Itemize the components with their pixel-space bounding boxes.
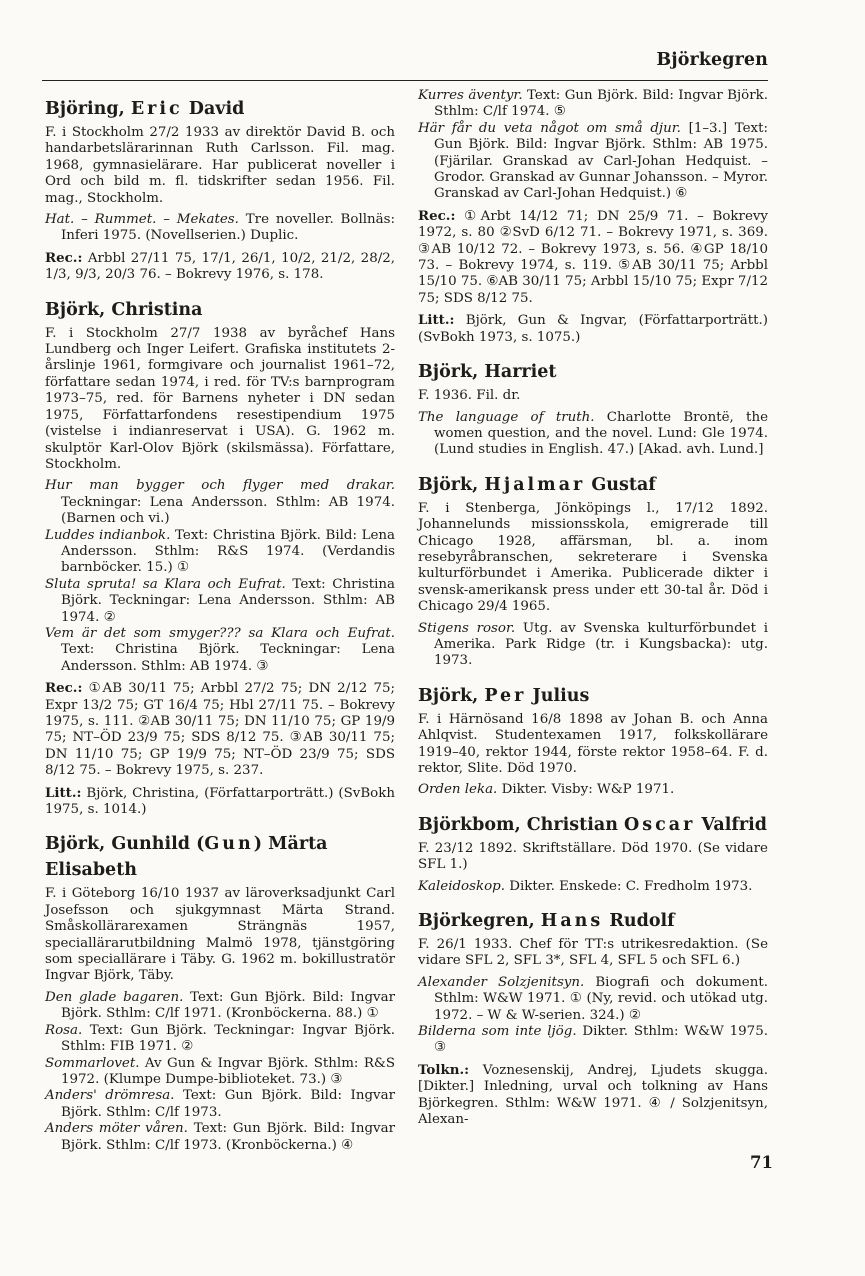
entry	[418, 472, 768, 670]
biography: F. i Stockholm 27/2 1933 av direktör David B. och handarbetslärarinnan Ruth Carlsson. Fil. mag. 1968, gymnasielärare. Har publicerat noveller i Ord och bild m. fl. tidskrifter sedan 1956. Fil. mag., Stockholm.	[45, 125, 395, 206]
work-item	[45, 212, 395, 245]
heading-name-rest: ) Märta Elisabeth	[45, 834, 328, 881]
reviews-line	[418, 208, 768, 307]
entry-heading	[45, 297, 395, 323]
right-column	[418, 88, 768, 1142]
heading-spaced-name: Oscar	[624, 814, 696, 835]
work-title: Här får du veta något om små djur.	[418, 120, 681, 136]
heading-spaced-name: Hans	[540, 911, 604, 932]
work-title: Anders' drömresa.	[45, 1088, 175, 1104]
entry-heading	[45, 831, 395, 883]
translations-label: Tolkn.:	[418, 1061, 470, 1078]
heading-name-rest: Valfrid	[695, 814, 768, 835]
heading-spaced-name: Per	[484, 685, 527, 706]
literature-text: Björk, Christina, (Författarporträtt.) (SvBokh 1975, s. 1014.)	[45, 785, 395, 818]
works-list	[418, 410, 768, 459]
translations-text: Voznesenskij, Andrej, Ljudets skugga. [Dikter.] Inledning, urval och tolkning av Hans Björkegren. Sthlm: W&W 1971. ④ / Solzjenitsyn, Alexan-	[418, 1062, 769, 1128]
entry-heading	[418, 472, 768, 498]
header-rule	[42, 80, 768, 81]
works-list	[418, 879, 768, 895]
heading-name: Björkegren,	[418, 911, 541, 932]
heading-name: Björk, Christina	[45, 299, 203, 320]
work-item	[45, 990, 395, 1023]
translations-line	[418, 1062, 768, 1129]
work-title: Alexander Solzjenitsyn.	[418, 974, 585, 990]
works-list	[418, 88, 768, 203]
entry-heading	[418, 359, 768, 385]
heading-spaced-name: Eric	[130, 99, 183, 119]
heading-name: Björing,	[45, 99, 131, 119]
work-details: [1–3.] Text: Gun Björk. Bild: Ingvar Björk. Sthlm: AB 1975. (Fjärilar. Granskad av Carl-Johan Hedquist. – Grodor. Granskad av Gunnar Johansson. – Myror. Granskad av Carl-Johan Hedquist.) ⑥	[434, 120, 769, 202]
heading-spaced-name: Hjalmar	[484, 474, 586, 495]
work-item	[418, 88, 768, 121]
biography: F. i Härnösand 16/8 1898 av Johan B. och Anna Ahlqvist. Studentexamen 1917, folkskollärare 1919–40, rektor 1944, förste rektor 1958–64. F. d. rektor, Slite. Död 1970.	[418, 711, 768, 776]
left-column	[45, 88, 395, 1167]
work-title: Rosa.	[45, 1022, 83, 1038]
entry	[418, 359, 768, 459]
work-details: Tre noveller. Bollnäs: Inferi 1975. (Novellserien.) Duplic.	[61, 212, 396, 244]
literature-label: Litt.:	[418, 312, 455, 329]
biography: F. 1936. Fil. dr.	[418, 388, 521, 404]
entry-heading	[45, 96, 395, 122]
entry	[45, 831, 395, 1154]
works-list	[418, 782, 768, 798]
heading-name-rest: David	[182, 99, 245, 119]
work-title: Orden leka.	[418, 782, 498, 798]
work-item	[45, 577, 395, 626]
literature-text: Björk, Gun & Ingvar, (Författarporträtt.) (SvBokh 1973, s. 1075.)	[418, 313, 768, 345]
work-details: Av Gun & Ingvar Björk. Sthlm: R&S 1972. (Klumpe Dumpe-biblioteket. 73.) ③	[61, 1055, 395, 1087]
biography: F. 23/12 1892. Skriftställare. Död 1970. (Se vidare SFL 1.)	[418, 840, 768, 873]
heading-name-rest: Julius	[526, 685, 590, 706]
heading-name-rest: Rudolf	[603, 911, 675, 932]
work-details: Utg. av Svenska kulturförbundet i Amerika. Park Ridge (tr. i Kungsbacka): utg. 1973.	[434, 620, 768, 669]
work-item	[45, 626, 395, 675]
works-list	[45, 478, 395, 675]
heading-spaced-name: Gun	[204, 834, 254, 855]
work-details: Text: Christina Björk. Teckningar: Lena Andersson. Sthlm: AB 1974. ②	[61, 576, 395, 625]
entry	[418, 812, 768, 895]
biography: F. 26/1 1933. Chef för TT:s utrikesredaktion. (Se vidare SFL 2, SFL 3*, SFL 4, SFL 5 och SFL 6.)	[418, 937, 768, 969]
biography: F. i Göteborg 16/10 1937 av läroverksadjunkt Carl Josefsson och sjukgymnast Märta Strand. Småskollärarexamen Strängnäs 1957, speciallärarutbildning Malmö 1978, tjänstgöring som speciallärare i Täby. G. 1962 m. bokillustratör Ingvar Björk, Täby.	[45, 886, 395, 984]
reviews-label: Rec.:	[45, 249, 83, 266]
entry	[45, 96, 395, 284]
work-title: Vem är det som smyger??? sa Klara och Eufrat.	[45, 625, 395, 641]
work-item	[45, 478, 395, 527]
reviews-line	[45, 250, 395, 284]
work-details: Text: Gun Björk. Bild: Ingvar Björk. Sthlm: C/lf 1973. (Kronböckerna.) ④	[61, 1121, 395, 1153]
work-title: Bilderna som inte ljög.	[418, 1024, 577, 1040]
reviews-text: Arbbl 27/11 75, 17/1, 26/1, 10/2, 21/2, 28/2, 1/3, 9/3, 20/3 76. – Bokrevy 1976, s. 178.	[45, 250, 395, 283]
work-item	[418, 782, 768, 798]
work-title: Hur man bygger och flyger med drakar.	[45, 478, 395, 494]
work-title: The language of truth.	[418, 409, 595, 425]
biography: F. i Stenberga, Jönköpings l., 17/12 1892. Johannelunds missionsskola, emigrerade till Chicago 1928, affärsman, bl. a. inom resebyråbranschen, sekreterare i Svenska kulturförbundet i Amerika. Publicerade dikter i svensk-amerikansk press under ett 30-tal år. Död i Chicago 29/4 1965.	[418, 500, 768, 615]
work-item	[418, 975, 768, 1024]
work-details: Charlotte Brontë, the women question, and the novel. Lund: Gle 1974. (Lund studies in English. 47.) [Akad. avh. Lund.]	[434, 409, 768, 458]
work-title: Anders möter våren.	[45, 1121, 188, 1137]
work-details: Text: Gun Björk. Teckningar: Ingvar Björk. Sthlm: FIB 1971. ②	[61, 1022, 395, 1055]
work-details: Dikter. Sthlm: W&W 1975. ③	[434, 1024, 768, 1056]
heading-name: Björkbom, Christian	[418, 814, 625, 835]
work-details: Text: Gun Björk. Bild: Ingvar Björk. Sthlm: C/lf 1973.	[61, 1088, 395, 1120]
work-item	[45, 528, 395, 577]
biography: F. i Stockholm 27/7 1938 av byråchef Hans Lundberg och Inger Leifert. Grafiska institutets 2-årslinje 1961, formgivare och journalist 1961–72, författare sedan 1974, i red. för TV:s barnprogram 1973–75, red. för Barnens nyheter i DN sedan 1975, Författarfondens resestipendium 1975 (vistelse i indianreservat i USA). G. 1962 m. skulptör Karl-Olov Björk (skilsmässa). Författare, Stockholm.	[45, 325, 395, 472]
works-list	[418, 621, 768, 670]
work-details: Text: Gun Björk. Bild: Ingvar Björk. Sthlm: C/lf 1974. ⑤	[434, 88, 769, 120]
entry	[418, 88, 768, 346]
reviews-label: Rec.:	[418, 207, 456, 224]
heading-name: Björk, Gunhild (	[45, 834, 205, 855]
entry-heading	[418, 683, 768, 709]
work-details: Dikter. Visby: W&P 1971.	[497, 782, 675, 798]
page-number: 71	[750, 1153, 773, 1172]
work-details: Teckningar: Lena Andersson. Sthlm: AB 1974. (Barnen och vi.)	[61, 494, 395, 527]
work-item	[418, 1024, 768, 1057]
literature-line	[45, 785, 395, 819]
reviews-label: Rec.:	[45, 680, 83, 697]
reviews-text: ①AB 30/11 75; Arbbl 27/2 75; DN 2/12 75; Expr 13/2 75; GT 16/4 75; Hbl 27/11 75. – Bokrevy 1975, s. 111. ②AB 30/11 75; DN 11/10 75; GP 19/9 75; NT–ÖD 23/9 75; SDS 8/12 75. ③AB 30/11 75; DN 11/10 75; GP 19/9 75; NT–ÖD 23/9 75; SDS 8/12 75. – Bokrevy 1975, s. 237.	[45, 681, 395, 779]
work-title: Den glade bagaren.	[45, 989, 184, 1005]
work-item	[45, 1056, 395, 1089]
work-title: Stigens rosor.	[418, 620, 516, 636]
reviews-line	[45, 680, 395, 779]
work-details: Dikter. Enskede: C. Fredholm 1973.	[505, 878, 753, 894]
work-item	[45, 1121, 395, 1154]
heading-name: Björk,	[418, 685, 485, 706]
work-details: Text: Christina Björk. Bild: Lena Andersson. Sthlm: R&S 1974. (Verdandis barnböcker. 15.) ①	[61, 527, 396, 576]
work-title: Hat. – Rummet. – Mekates.	[45, 212, 239, 228]
work-title: Kurres äventyr.	[418, 88, 523, 103]
entry-heading	[418, 908, 768, 934]
work-item	[45, 1088, 395, 1121]
work-item	[45, 1023, 395, 1056]
heading-name: Björk, Harriet	[418, 362, 557, 383]
entry	[45, 297, 395, 819]
work-title: Sluta spruta! sa Klara och Eufrat.	[45, 576, 286, 592]
literature-line	[418, 312, 768, 346]
heading-name-rest: Gustaf	[585, 474, 656, 495]
works-list	[45, 212, 395, 245]
works-list	[45, 990, 395, 1154]
work-item	[418, 879, 768, 895]
entry	[418, 683, 768, 799]
entry	[418, 908, 768, 1128]
work-title: Kaleidoskop.	[418, 878, 505, 894]
reviews-text: ①Arbt 14/12 71; DN 25/9 71. – Bokrevy 1972, s. 80 ②SvD 6/12 71. – Bokrevy 1971, s. 369. ③AB 10/12 72. – Bokrevy 1973, s. 56. ④GP 18/10 73. – Bokrevy 1974, s. 119. ⑤AB 30/11 75; Arbbl 15/10 75. ⑥AB 30/11 75; Arbbl 15/10 75; Expr 7/12 75; SDS 8/12 75.	[418, 208, 768, 306]
work-item	[418, 621, 768, 670]
work-details: Text: Christina Björk. Teckningar: Lena Andersson. Sthlm: AB 1974. ③	[61, 642, 395, 674]
work-item	[418, 121, 768, 203]
work-item	[418, 410, 768, 459]
heading-name: Björk,	[418, 474, 485, 495]
work-details: Biografi och dokument. Sthlm: W&W 1971. ① (Ny, revid. och utökad utg. 1972. – W & W-serien. 324.) ②	[434, 974, 768, 1023]
work-details: Text: Gun Björk. Bild: Ingvar Björk. Sthlm: C/lf 1971. (Kronböckerna. 88.) ①	[61, 989, 395, 1022]
entry-heading	[418, 812, 768, 838]
literature-label: Litt.:	[45, 784, 82, 801]
work-title: Luddes indianbok.	[45, 527, 171, 543]
work-title: Sommarlovet.	[45, 1055, 140, 1071]
running-head: Björkegren	[656, 50, 768, 70]
works-list	[418, 975, 768, 1057]
